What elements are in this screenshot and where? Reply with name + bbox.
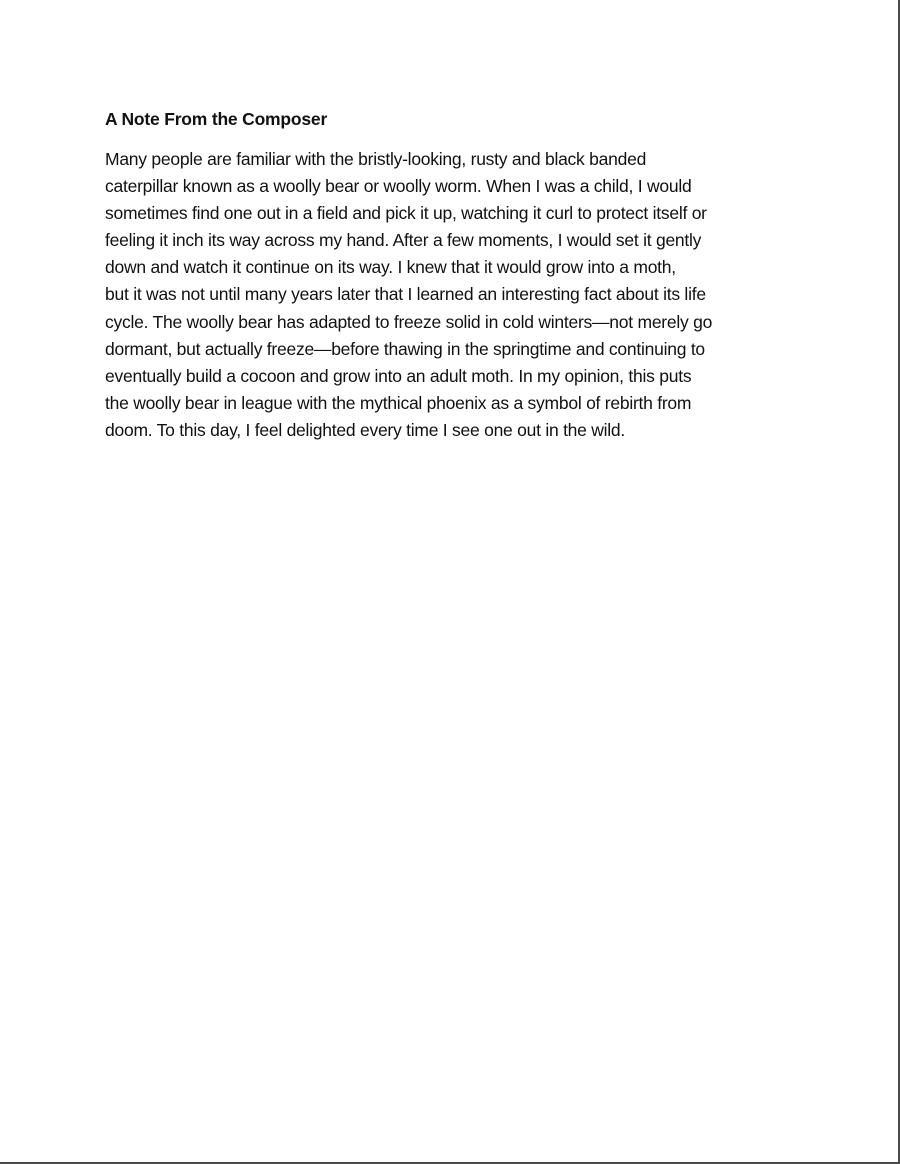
paragraph-line: feeling it inch its way across my hand. After a few moments, I would set it gently — [105, 230, 702, 251]
paragraph-line: caterpillar known as a woolly bear or woolly worm. When I was a child, I would — [105, 176, 692, 197]
paragraph-line: eventually build a cocoon and grow into an adult moth. In my opinion, this puts — [105, 365, 692, 386]
paragraph-line: sometimes find one out in a field and pick it up, watching it curl to protect itself or — [105, 203, 707, 224]
paragraph-line: Many people are familiar with the bristly-looking, rusty and black banded — [105, 149, 647, 169]
document-content — [105, 107, 805, 444]
paragraph-line: dormant, but actually freeze—before thawing in the springtime and continuing to — [105, 338, 705, 359]
paragraph-line: down and watch it continue on its way. I knew that it would grow into a moth, — [105, 257, 676, 278]
paragraph-line: cycle. The woolly bear has adapted to freeze solid in cold winters—not merely go — [105, 311, 713, 332]
paragraph-line: doom. To this day, I feel delighted every time I see one out in the wild. — [105, 419, 626, 440]
body-paragraph — [105, 146, 805, 444]
paragraph-line: but it was not until many years later that I learned an interesting fact about its life — [105, 284, 706, 305]
page-title: A Note From the Composer — [105, 109, 328, 129]
paragraph-line: the woolly bear in league with the mythical phoenix as a symbol of rebirth from — [105, 392, 692, 413]
